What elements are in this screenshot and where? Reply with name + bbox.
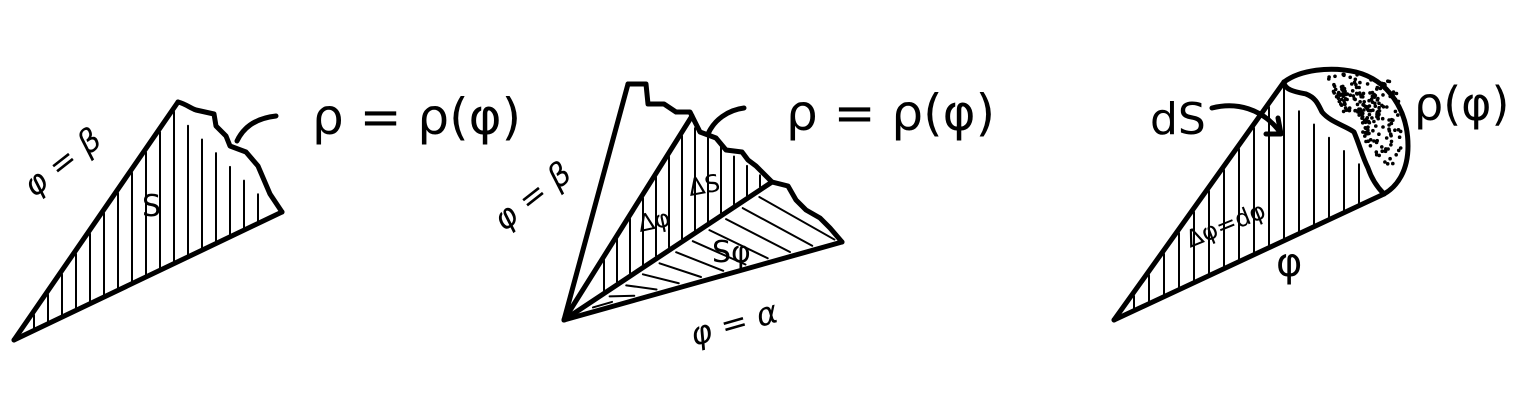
figure-3-angle-label: Δφ=dφ (1181, 196, 1270, 254)
figure-3-stipple-dot (1327, 75, 1331, 79)
figure-3-stipple-dot (1372, 93, 1376, 97)
figure-3-stipple-dot (1385, 136, 1389, 140)
figure-3-stipple-dot (1342, 74, 1346, 78)
figure-3-stipple-dot (1358, 100, 1362, 104)
figure-3-stipple-dot (1377, 106, 1381, 110)
figure-3-stipple-dot (1394, 153, 1398, 157)
figure-3-stipple-dot (1353, 97, 1357, 101)
figure-3-stipple-dot (1368, 91, 1372, 95)
figure-3-stipple-dot (1372, 139, 1376, 143)
figure-1-area-label: S (142, 189, 162, 224)
figure-3-stipple-dot (1380, 145, 1384, 149)
figure-3-stipple-dot (1358, 81, 1362, 85)
figure-3-stipple-dot (1385, 105, 1389, 109)
figure-3-element-dots (1327, 73, 1402, 166)
figure-2-upper-boundary-label: φ = β (485, 153, 579, 239)
figure-3-stipple-dot (1375, 139, 1379, 143)
figure-2-region-label: Sφ (712, 235, 751, 270)
figure-3-stipple-dot (1342, 110, 1346, 114)
figure-3-stipple-dot (1377, 154, 1381, 158)
figure-2-hatch-line (660, 263, 701, 277)
figure-3-stipple-dot (1384, 150, 1388, 154)
figure-3-stipple-dot (1351, 89, 1355, 93)
figure-3-stipple-dot (1368, 121, 1372, 125)
figure-3-stipple-dot (1348, 76, 1352, 80)
figure-3-stipple-dot (1376, 115, 1380, 119)
figure-1-curve-pointer (237, 116, 276, 141)
figure-3-stipple-dot (1397, 128, 1401, 132)
figure-2-sector-label: ΔS (686, 168, 723, 202)
figure-3-stipple-dot (1373, 102, 1377, 106)
figure-3-stipple-dot (1390, 140, 1394, 144)
figure-3-stipple-dot (1356, 103, 1360, 107)
figure-3-stipple-dot (1390, 118, 1394, 122)
figure-3-stipple-dot (1364, 131, 1368, 135)
figure-3-stipple-dot (1377, 132, 1381, 136)
figure-3-stipple-dot (1337, 97, 1341, 101)
figure-3-stipple-dot (1399, 146, 1403, 150)
figure-3-stipple-dot (1373, 78, 1377, 82)
figure-3-stipple-dot (1367, 109, 1371, 113)
figure-2-lower-boundary-label: φ = α (685, 292, 783, 354)
figure-3-stipple-dot (1368, 113, 1372, 117)
figure-3-curve-label: ρ(φ) (1414, 77, 1510, 131)
figure-3-stipple-dot (1332, 91, 1336, 95)
figure-3-stipple-dot (1382, 105, 1386, 109)
figure-2-hatch-line (626, 285, 656, 289)
figure-1-boundary-label: φ = β (15, 119, 109, 205)
figure-3-stipple-dot (1353, 81, 1357, 85)
figure-3-stipple-dot (1397, 100, 1401, 104)
figure-3-stipple-dot (1343, 103, 1347, 107)
figure-3-stipple-dot (1364, 127, 1368, 131)
figure-3-stipple-dot (1339, 102, 1343, 106)
figure-1-ray-lower (14, 212, 282, 340)
figure-3-stipple-dot (1390, 122, 1394, 126)
figure-3-infinitesimal-sector (1114, 69, 1509, 320)
figure-3-stipple-dot (1362, 100, 1366, 104)
figure-3-stipple-dot (1334, 88, 1338, 92)
figure-3-stipple-dot (1381, 117, 1385, 121)
figure-3-stipple-dot (1333, 85, 1337, 89)
figure-3-stipple-dot (1354, 78, 1358, 82)
figure-2-curve-pointer (708, 108, 744, 134)
figure-3-stipple-dot (1377, 102, 1381, 106)
figure-3-stipple-dot (1388, 157, 1392, 161)
figure-3-stipple-dot (1394, 110, 1398, 114)
figure-3-stipple-dot (1340, 98, 1344, 102)
figure-3-stipple-dot (1361, 121, 1365, 125)
figure-3-stipple-dot (1361, 112, 1365, 116)
figure-3-stipple-dot (1379, 87, 1383, 91)
figure-3-stipple-dot (1383, 83, 1387, 87)
figure-3-stipple-dot (1370, 116, 1374, 120)
figure-3-stipple-dot (1367, 99, 1371, 103)
figure-3-stipple-dot (1383, 160, 1387, 164)
figure-3-stipple-dot (1363, 134, 1367, 138)
figure-3-stipple-dot (1388, 80, 1392, 84)
figure-2-hatch-line (610, 296, 635, 297)
figure-3-stipple-dot (1355, 73, 1359, 77)
figure-2-curve-label: ρ = ρ(φ) (786, 84, 996, 142)
figure-3-stipple-dot (1366, 82, 1370, 86)
figure-3-stipple-dot (1361, 115, 1365, 119)
figure-3-stipple-dot (1343, 93, 1347, 97)
figure-3-angle-variable-label: φ (1276, 240, 1303, 286)
figure-3-stipple-dot (1366, 139, 1370, 143)
figure-3-stipple-dot (1380, 149, 1384, 153)
figure-3-stipple-dot (1387, 127, 1391, 131)
figure-3-stipple-dot (1394, 98, 1398, 102)
figure-3-stipple-dot (1372, 120, 1376, 124)
figure-3-differential-label: dS (1150, 94, 1206, 145)
figure-3-stipple-dot (1355, 86, 1359, 90)
figure-3-stipple-dot (1398, 135, 1402, 139)
figure-3-stipple-dot (1369, 144, 1373, 148)
figure-3-stipple-dot (1371, 129, 1375, 133)
figure-3-stipple-dot (1376, 98, 1380, 102)
figure-3-stipple-dot (1396, 113, 1400, 117)
figure-3-stipple-dot (1359, 95, 1363, 99)
figure-3-stipple-dot (1357, 107, 1361, 111)
figure-3-stipple-dot (1362, 108, 1366, 112)
figure-3-stipple-dot (1389, 143, 1393, 147)
figure-3-stipple-dot (1362, 104, 1366, 108)
figure-3-stipple-dot (1346, 108, 1350, 112)
figure-3-stipple-dot (1362, 92, 1366, 96)
figure-3-stipple-dot (1369, 78, 1373, 82)
figure-3-stipple-dot (1375, 150, 1379, 154)
figure-3-stipple-dot (1367, 132, 1371, 136)
figure-3-stipple-dot (1376, 86, 1380, 90)
figure-1-curvilinear-sector (14, 88, 521, 340)
figure-3-stipple-dot (1381, 93, 1385, 97)
figure-3-stipple-dot (1358, 91, 1362, 95)
figure-3-stipple-dot (1389, 132, 1393, 136)
figure-2-hatch-line (643, 274, 679, 283)
figure-2-hatch-line (743, 208, 812, 246)
figure-3-stipple-dot (1393, 128, 1397, 132)
figure-1-curve-label: ρ = ρ(φ) (312, 88, 522, 146)
figure-2-angle-label: Δφ (635, 203, 673, 238)
figure-3-stipple-dot (1391, 162, 1395, 166)
figure-3-stipple-dot (1392, 90, 1396, 94)
figure-3-stipple-dot (1381, 125, 1385, 129)
figure-3-stipple-dot (1340, 85, 1344, 89)
figure-2-partitioned-sector (486, 84, 996, 354)
figure-3-stipple-dot (1333, 75, 1337, 79)
figure-3-stipple-dot (1374, 124, 1378, 128)
figure-3-stipple-dot (1365, 117, 1369, 121)
figure-3-stipple-dot (1357, 113, 1361, 117)
